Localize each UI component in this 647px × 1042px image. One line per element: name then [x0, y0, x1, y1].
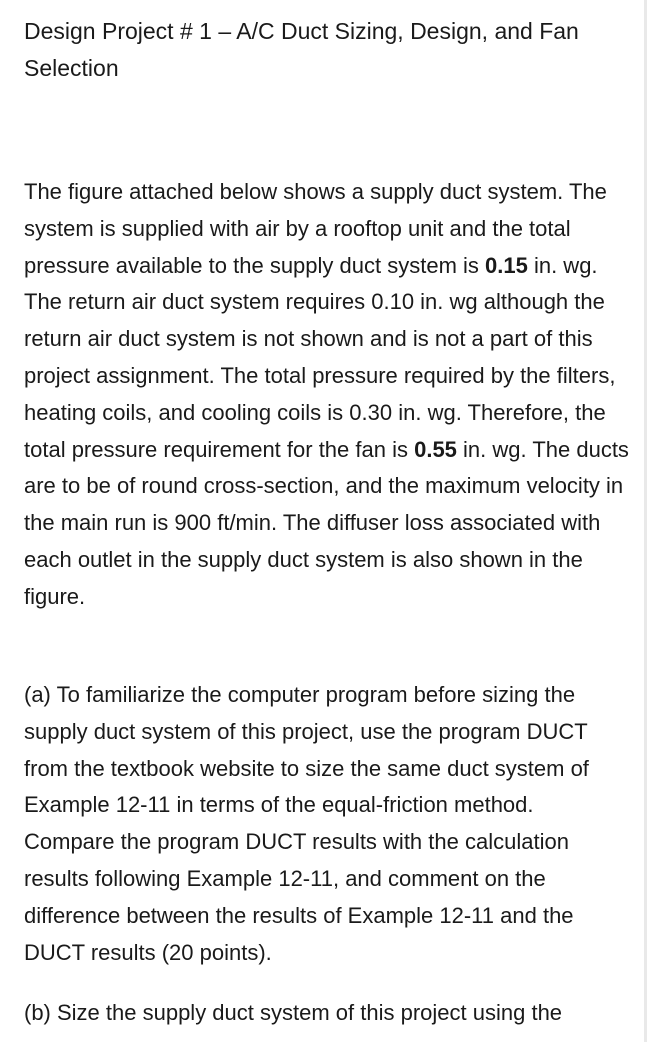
supply-pressure-value: 0.15 — [485, 252, 528, 278]
paragraph-problem-statement — [24, 174, 630, 616]
paragraph-text: in. wg. The return air duct system requires 0.10 in. wg although the return air duct system is not shown and is not a part of this project assignment. The total pressure required by the filters, heating coils, and cooling coils is 0.30 in. wg. Therefore, the total pressure requirement for the fan is — [24, 252, 616, 462]
paragraph-part-b: (b) Size the supply duct system of this project using the — [24, 1000, 563, 1025]
document-title: Design Project # 1 – A/C Duct Sizing, Design, and Fan Selection — [24, 18, 579, 81]
fan-pressure-value: 0.55 — [414, 436, 457, 462]
paragraph-text: The figure attached below shows a supply duct system. The system is supplied with air by a rooftop unit and the total pressure available to the supply duct system is — [24, 179, 607, 278]
paragraph-part-a: (a) To familiarize the computer program before sizing the supply duct system of this project, use the program DUCT from the textbook website to size the same duct system of Example 12-11 in terms of the equal-friction method. Compare the program DUCT results with the calculation results following Example 12-11, and comment on the difference between the results of Example 12-11 and the DUCT results (20 points). — [24, 682, 589, 965]
paragraph-text: in. wg. The ducts are to be of round cross-section, and the maximum velocity in the main run is 900 ft/min. The diffuser loss associated with each outlet in the supply duct system is also shown in the figure. — [24, 436, 629, 609]
